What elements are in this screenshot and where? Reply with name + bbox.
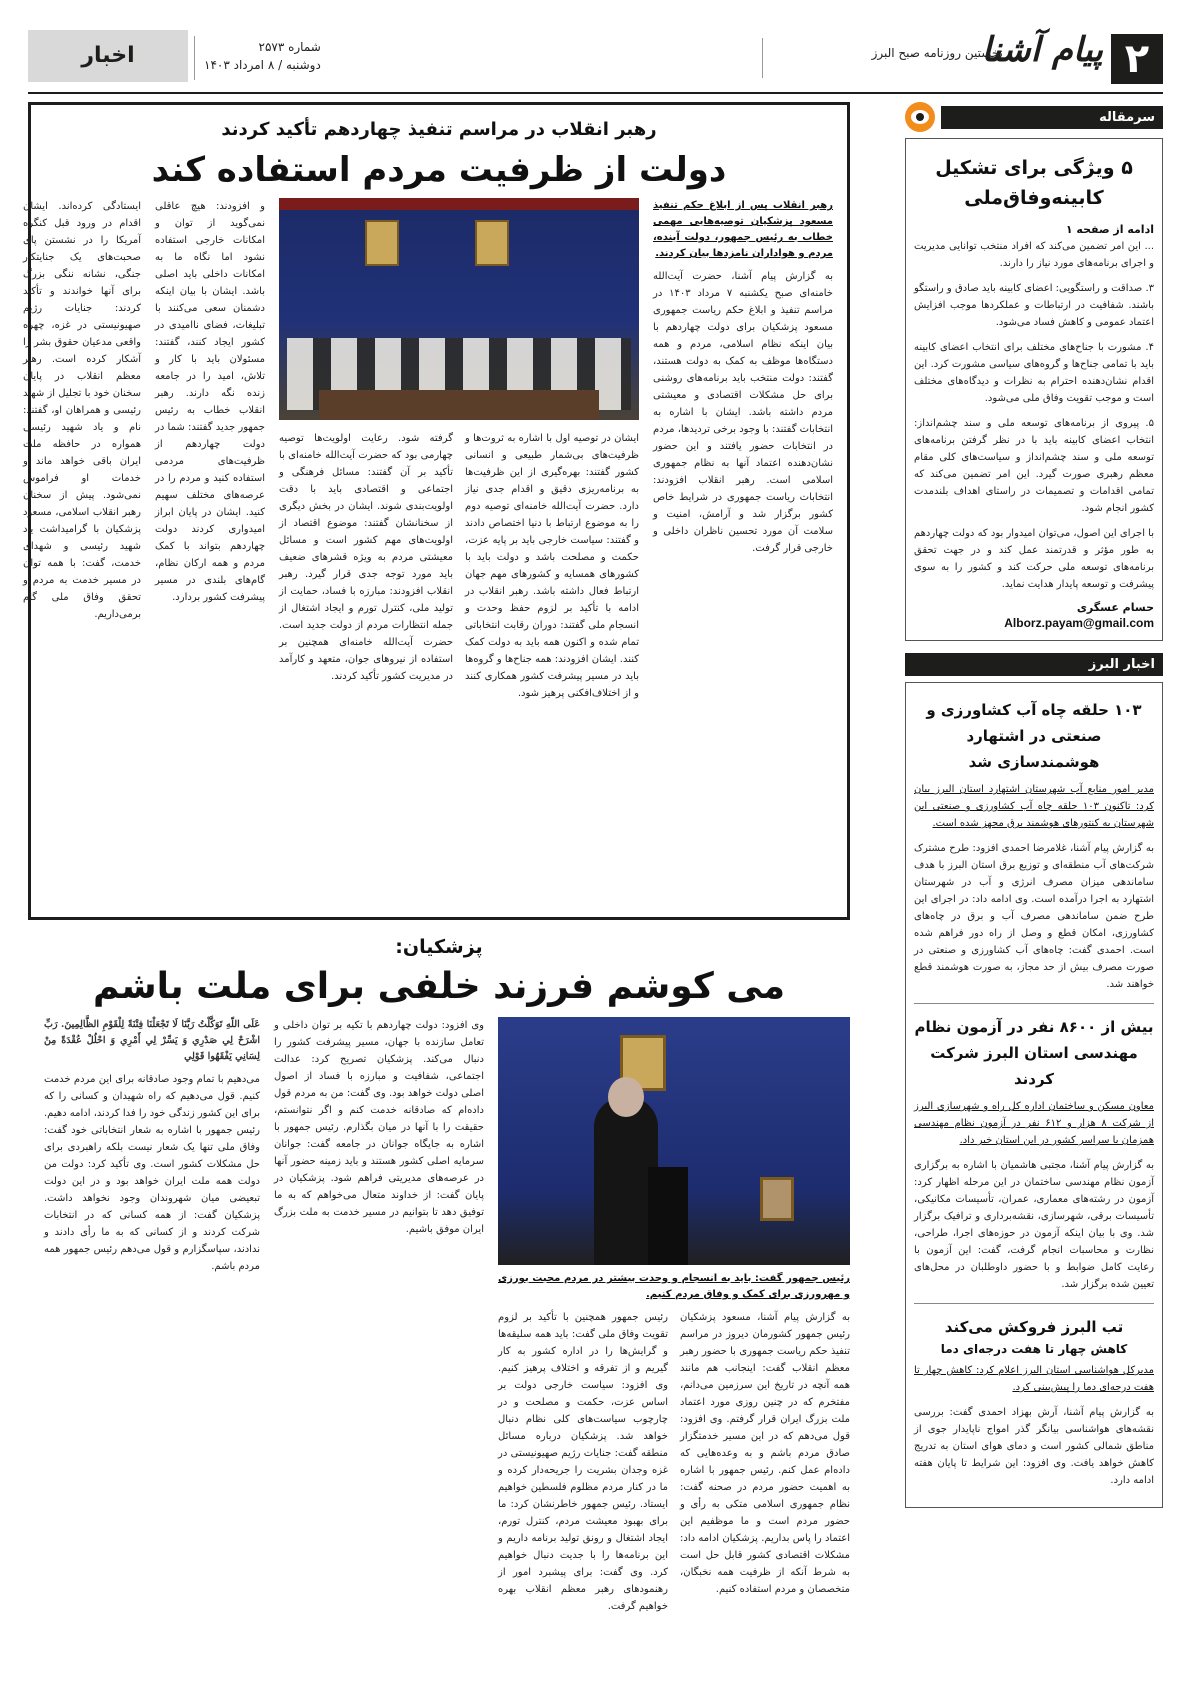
editorial-box (905, 138, 1163, 641)
article-text: و افزودند: هیچ عاقلی نمی‌گوید از توان و امکانات خارجی استفاده نشود اما نگاه ما به امکانات داخلی باید اصلی باشد. ایشان با بیان اینکه دشمنان سعی می‌کنند با تبلیغات، فضای ناامیدی در کشور ایجاد کنند، گفتند: مسئولان باید با کار و تلاش، امید را در جامعه زنده نگه دارند. رهبر انقلاب خطاب به رئیس جمهور جدید گفتند: شما در دولت چهاردهم از ظرفیت‌های مردمی استفاده کنید و مردم را در عرصه‌های مختلف سهیم کنید. ایشان در پایان ابراز امیدواری کردند دولت چهاردهم بتواند با کمک مردم و همه ارکان نظام، گام‌های بلندی در مسیر پیشرفت کشور بردارد. (155, 201, 265, 603)
article-kicker: رهبر انقلاب در مراسم تنفیذ چهاردهم تأکید کردند (221, 119, 657, 140)
issue-info (204, 38, 321, 74)
masthead-rule (28, 92, 1163, 94)
news-title: تب البرز فروکش می‌کند (944, 1318, 1124, 1336)
news-lead: مدیر امور منابع آب شهرستان اشتهارد استان البرز بیان کرد: تاکنون ۱۰۳ حلقه چاه آب کشاورزی و صنعتی این شهرستان به کنتورهای هوشمند برق مجهز شده است. (914, 784, 1154, 829)
editorial-paragraph: ... این امر تضمین می‌کند که افراد منتخب توانایی مدیریت و اجرای برنامه‌های مورد نیاز را دارند. (914, 241, 1154, 269)
article-center (498, 1017, 850, 1615)
editorial-header (905, 102, 1163, 132)
editorial-paragraph: ۳. صداقت و راستگویی: اعضای کابینه باید صادق و راستگو باشند. شفافیت در ارتباطات و عملکردها موجب افزایش اعتماد عمومی و کاهش فساد می‌شود. (914, 283, 1154, 328)
news-tag: اخبار البرز (905, 653, 1163, 676)
editorial-paragraph: ۵. پیروی از برنامه‌های توسعه ملی و سند چشم‌انداز: انتخاب اعضای کابینه باید با در نظر گرفتن برنامه‌های توسعه ملی و سند چشم‌انداز و سیاست‌های کلی مقام معظم رهبری صورت گیرد. این امر تضمین می‌کند که تمامی اقدامات و تصمیمات در راستای اهداف بلندمدت کشور انجام شود. (914, 418, 1154, 514)
issue-number: شماره ۲۵۷۳ (258, 40, 321, 54)
article-text: به گزارش پیام آشنا، مسعود پزشکیان رئیس جمهور کشورمان دیروز در مراسم تنفیذ حکم ریاست جمهوری با حضور رهبر معظم انقلاب گفت: اینجانب هم مانند همه آنچه در تاریخ این سرزمین می‌دانم، مفتخرم که در چنین روزی مورد اعتماد ملت بزرگ ایران قرار گرفتم. وی افزود: قول می‌دهم که در این مسیر خدمتگزار صادق مردم باشم و به وعده‌هایی که داده‌ام عمل کنم. رئیس جمهور با اشاره به اهمیت حضور مردم در صحنه گفت: نظام جمهوری اسلامی متکی به رأی و حضور مردم است و ما موظفیم این اعتماد را پاس بداریم. پزشکیان ادامه داد: مشکلات اقتصادی کشور قابل حل است به شرط آنکه از ظرفیت همه نخبگان، متخصصان و مردم استفاده کنیم. (680, 1312, 850, 1595)
news-divider (914, 1303, 1154, 1304)
photo-speaker-head (608, 1077, 644, 1117)
article-text: وی افزود: دولت چهاردهم با تکیه بر توان داخلی و تعامل سازنده با جهان، مسیر پیشرفت کشور را دنبال می‌کند. پزشکیان تصریح کرد: عدالت اجتماعی، شفافیت و مبارزه با فساد از اصول اصلی دولت خواهد بود. وی گفت: من به مردم قول داده‌ام که صادقانه خدمت کنم و اگر نتوانستم، حقیقت را با آنها در میان بگذارم. رئیس جمهور با اشاره به جایگاه جوانان در جامعه گفت: جوانان سرمایه اصلی کشور هستند و باید زمینه حضور آنها در عرصه‌های مدیریتی فراهم شود. پزشکیان در پایان گفت: از خداوند متعال می‌خواهم که به ما توفیق دهد تا بتوانیم در مسیر خدمت به ملت بزرگ ایران موفق باشیم. (274, 1020, 484, 1235)
newspaper-slogan: نخستین روزنامه صبح البرز (871, 46, 1003, 60)
news-lead: مدیرکل هواشناسی استان البرز اعلام کرد: کاهش چهار تا هفت درجه‌ای دما را پیش‌بینی کرد. (914, 1365, 1154, 1393)
article-text: می‌دهیم با تمام وجود صادقانه برای این مردم خدمت کنیم. قول می‌دهیم که راه شهیدان و کسانی را که برای این کشور زندگی خود را فدا کردند، ادامه دهیم. رئیس جمهور با اشاره به شعار انتخاباتی خود گفت: وفاق ملی تنها یک شعار نیست بلکه راهبردی برای حل مشکلات کشور است. وی تأکید کرد: دولت من دولت همه ملت ایران خواهد بود و در این دولت تبعیضی میان شهروندان وجود نخواهد داشت. پزشکیان گفت: از همه کسانی که در انتخابات شرکت کردند و از کسانی که به ما رأی دادند و ندادند، سپاسگزارم و قول می‌دهم رئیس جمهور همه مردم باشم. (44, 1074, 260, 1272)
article-subcolumns (279, 430, 639, 702)
article-lead: رهبر انقلاب پس از ابلاغ حکم تنفیذ مسعود پزشکیان توصیه‌هایی مهمی خطاب به رئیس جمهور، دولت آینده، مردم و هواداران نامزدها بیان کردند. (653, 200, 833, 259)
article-text: ایستادگی کرده‌اند. ایشان اقدام در ورود قبل کنگره آمریکا را در نشستن پای صحبت‌های یک جنایتکار جنگی، نشانه ننگی بزرگ برای آنها خواندند و تأکید کردند: جنایات رژیم صهیونیستی در غزه، چهره واقعی مدعیان حقوق بشر را آشکار کرده است. رهبر معظم انقلاب در پایان سخنان خود با تجلیل از شهید رئیسی و همراهان او، گفتند: نام و یاد شهید رئیسی همواره در حافظه ملت ایران باقی خواهد ماند و خدمات او فراموش نمی‌شود. پیش از سخنان رهبر انقلاب اسلامی، مسعود پزشکیان با گرامیداشت یاد شهید رئیسی و شهدای خدمت، گفت: با همه توان در مسیر خدمت به مردم و تحقق وفاق ملی گام برمی‌داریم. (23, 201, 141, 620)
news-header (905, 653, 1163, 676)
article-subcolumns (498, 1309, 850, 1615)
article-text: ایشان در توصیه اول با اشاره به ثروت‌ها و ظرفیت‌های بی‌شمار طبیعی و انسانی کشور گفتند: بهره‌گیری از این ظرفیت‌ها به برنامه‌ریزی دقیق و اقدام جدی نیاز دارد. حضرت آیت‌الله خامنه‌ای توصیه دوم را به موضوع ارتباط با دنیا اختصاص دادند و گفتند: سیاست خارجی باید بر پایه عزت، حکمت و مصلحت باشد و دولت باید با کشورهای همسایه و کشورهای مهم جهان ارتباط فعال داشته باشد. رهبر انقلاب در ادامه با تأکید بر لزوم حفظ وحدت و انسجام ملی گفتند: دوران رقابت انتخاباتی تمام شده و اکنون همه باید به دولت کمک کنند. ایشان افزودند: همه جناح‌ها و گروه‌ها باید در مسیر پیشرفت کشور همکاری کنند و از اختلاف‌افکنی پرهیز شود. (465, 433, 639, 699)
editorial-title: ۵ ویژگی برای تشکیل کابینه‌وفاق‌ملی (935, 157, 1133, 209)
masthead-divider (194, 36, 195, 80)
page-number: ۲ (1111, 34, 1163, 84)
editorial-paragraph: ۴. مشورت با جناح‌های مختلف برای انتخاب اعضای کابینه باید با تمامی جناح‌ها و گروه‌های سیاسی مشورت کرد. این اقدام نشان‌دهنده احترام به نظرات و دیدگاه‌های مختلف است و موجب تقویت وفاق ملی می‌شود. (914, 342, 1154, 404)
photo-portrait-frame (760, 1177, 794, 1221)
article-text: رئیس جمهور همچنین با تأکید بر لزوم تقویت وفاق ملی گفت: باید همه سلیقه‌ها و گرایش‌ها را در اداره کشور به کار گیریم و از تفرقه و اختلاف پرهیز کنیم. وی افزود: سیاست خارجی دولت بر اساس عزت، حکمت و مصلحت و در چارچوب سیاست‌های کلی نظام دنبال خواهد شد. پزشکیان درباره مسائل منطقه گفت: جنایات رژیم صهیونیستی در غزه وجدان بشریت را جریحه‌دار کرده و ما در کنار مردم مظلوم فلسطین خواهیم ایستاد. رئیس جمهور خاطرنشان کرد: ما برای بهبود معیشت مردم، کنترل تورم، ایجاد اشتغال و رونق تولید برنامه داریم و این برنامه‌ها را با جدیت دنبال خواهیم کرد. وی گفت: برای پیشبرد امور از رهنمودهای رهبر معظم انقلاب بهره خواهیم گرفت. (498, 1312, 668, 1612)
photo-podium (648, 1167, 688, 1265)
issue-date: دوشنبه / ۸ امرداد ۱۴۰۳ (204, 58, 321, 72)
sidebar (905, 102, 1163, 1508)
photo-desk (319, 390, 599, 420)
news-body: به گزارش پیام آشنا، آرش بهزاد احمدی گفت: بررسی نقشه‌های هواشناسی بیانگر گذر امواج ناپایدار جوی از مناطق شمالی کشور است و دمای هوای استان به تدریج کاهش خواهد یافت. وی افزود: این شرایط تا پایان هفته ادامه دارد. (914, 1407, 1154, 1486)
news-title: ۱۰۳ حلقه چاه آب کشاورزی و صنعتی در اشتهارد هوشمندسازی شد (926, 701, 1142, 771)
photo-portrait-frame (365, 220, 399, 266)
editorial-tag: سرمقاله (941, 106, 1163, 129)
news-body: به گزارش پیام آشنا، غلامرضا احمدی افزود: طرح مشترک شرکت‌های آب منطقه‌ای و توزیع برق استان البرز با هدف ساماندهی میزان مصرف انرژی و آب در شهرستان اشتهارد به اجرا درآمده است. وی ادامه داد: در اجرای این طرح ضمن ساماندهی مصرف آب و برق در چاه‌های کشاورزی، امکان قطع و وصل از راه دور فراهم شده است. احمدی گفت: چاه‌های آب کشاورزی و صنعتی در صورت مصرف بیش از حد مجاز، به صورت هوشمند قطع خواهند شد. (914, 843, 1154, 990)
masthead (28, 30, 1163, 92)
article-column (44, 1017, 260, 1615)
news-lead: معاون مسکن و ساختمان اداره کل راه و شهرسازی البرز از شرکت ۸ هزار و ۶۱۲ نفر در آزمون نظام مهندسی همزمان با سراسر کشور در این استان خبر داد. (914, 1101, 1154, 1146)
section-label: اخبار (28, 30, 188, 82)
article-headline: می کوشم فرزند خلفی برای ملت باشم (92, 966, 786, 1007)
ceremony-photo (279, 198, 639, 420)
masthead-divider (762, 38, 763, 78)
article-kicker: پزشکیان: (395, 936, 483, 958)
eye-icon (905, 102, 935, 132)
article-text: به گزارش پیام آشنا، حضرت آیت‌الله خامنه‌ای صبح یکشنبه ۷ مرداد ۱۴۰۳ در مراسم تنفیذ و ابلاغ حکم ریاست جمهوری مسعود پزشکیان برای دولت چهاردهم با بیان اینکه نظام اسلامی، مردم و همه دستگاه‌ها موظف به کمک به دولت هستند، گفتند: دولت منتخب باید برنامه‌های روشنی برای حل مشکلات اقتصادی و معیشتی مردم داشته باشد. ایشان با اشاره به انتخابات گفتند: با وجود برخی تردیدها، مردم در انتخابات حضور یافتند و این حضور نشان‌دهنده اعتماد آنها به نظام جمهوری اسلامی است. رهبر انقلاب افزودند: انتخابات ریاست جمهوری در شرایط خاص کشور برگزار شد و آرامش، امنیت و سلامت آن مورد تحسین ناظران داخلی و خارجی قرار گرفت. (653, 271, 833, 554)
news-divider (914, 1003, 1154, 1004)
news-box (905, 682, 1163, 1508)
editorial-continued: ادامه از صفحه ۱ (1065, 223, 1154, 236)
photo-caption: رئیس جمهور گفت: باید به انسجام و وحدت بیشتر در مردم محبت بورزی و مهرورزی برای کمک و وفاق مردم کنیم. (498, 1273, 850, 1300)
editorial-email[interactable]: Alborz.payam@gmail.com (1004, 616, 1154, 630)
prayer-text: عَلَى اللّهِ تَوَکَّلْتُ رَبَّنَا لَا تَجْعَلْنَا فِتْنَةً لِلْقَوْمِ الظَّالِمِينَ. رَبِّ اشْرَحْ لِي صَدْرِي وَ يَسِّرْ لِي أَمْرِي وَ احْلُلْ عُقْدَةً مِنْ لِسَانِي يَفْقَهُوا قَوْلِي (44, 1019, 260, 1062)
article-column (653, 198, 833, 702)
second-article (28, 930, 850, 1680)
news-subtitle: کاهش چهار تا هفت درجه‌ای دما (940, 1342, 1128, 1356)
news-title: بیش از ۸۶۰۰ نفر در آزمون نظام مهندسی استان البرز شرکت کردند (914, 1018, 1154, 1088)
president-photo (498, 1017, 850, 1265)
article-text: گرفته شود. رعایت اولویت‌ها توصیه چهارمی بود که حضرت آیت‌الله خامنه‌ای با تأکید بر آن گفتند: مسائل فرهنگی و اجتماعی و اقتصادی باید با دقت اولویت‌بندی شوند. ایشان در بخش دیگری از سخنانشان گفتند: موضوع اقتصاد از اولویت‌های مهم کشور است و مسائل معیشتی مردم به ویژه قشرهای ضعیف باید مورد توجه جدی قرار گیرد. رهبر انقلاب افزودند: مبارزه با فساد، حمایت از تولید ملی، کنترل تورم و ایجاد اشتغال از جمله انتظارات مردم از دولت جدید است. حضرت آیت‌الله خامنه‌ای همچنین بر استفاده از نیروهای جوان، متعهد و کارآمد در مدیریت کشور تأکید کردند. (279, 433, 453, 682)
editorial-author: حسام عسگری (1076, 601, 1154, 614)
photo-portrait-frame (475, 220, 509, 266)
lead-article (23, 102, 850, 920)
article-headline: دولت از ظرفیت مردم استفاده کند (151, 150, 727, 190)
news-body: به گزارش پیام آشنا، مجتبی هاشمیان با اشاره به برگزاری آزمون نظام مهندسی ساختمان در این مرحله اظهار کرد: آزمون در رشته‌های معماری، عمران، تأسیسات مکانیکی، تأسیسات برقی، شهرسازی، نقشه‌برداری و ترافیک برگزار شد. وی با بیان اینکه آزمون در حوزه‌های اجرا، طراحی، نظارت و محاسبات انجام گرفت، گفت: این آزمون با رعایت کامل ضوابط و با حضور داوطلبان در محل‌های تعیین شده برگزار شد. (914, 1160, 1154, 1290)
newspaper-logo: پیام آشنا (981, 30, 1103, 70)
article-center (279, 198, 639, 702)
article-body (23, 198, 833, 702)
article-body (28, 1017, 850, 1615)
editorial-paragraph: با اجرای این اصول، می‌توان امیدوار بود که دولت چهاردهم به طور مؤثر و قدرتمند عمل کند و در جهت تحقق برنامه‌های توسعه ملی حرکت کند و کشور را به سوی پیشرفت و توسعه پایدار هدایت نماید. (914, 528, 1154, 590)
photo-curtain (279, 198, 639, 210)
